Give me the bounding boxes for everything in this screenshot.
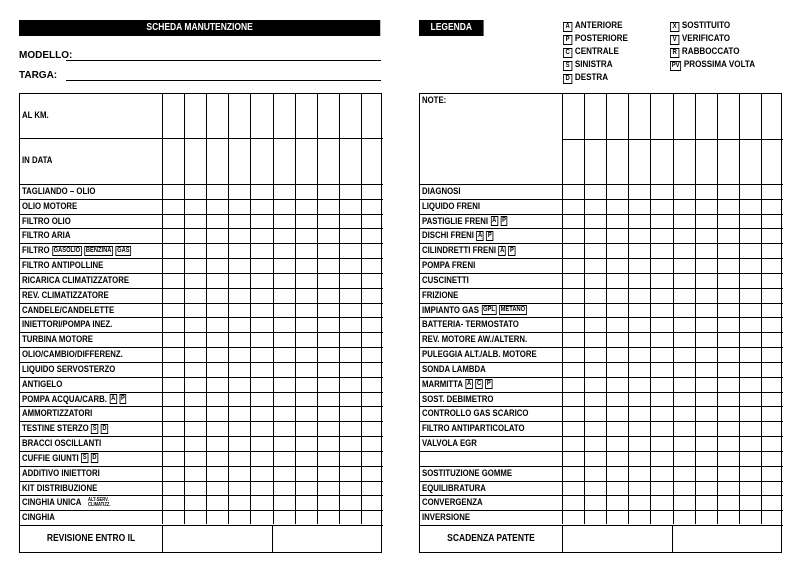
right-row-pompa-freni: [420, 259, 783, 274]
right-row-label: [422, 423, 525, 434]
row-label-text: KIT DISTRIBUZIONE: [22, 482, 98, 494]
row-label-text: CUSCINETTI: [422, 274, 469, 286]
right-row-label: [422, 497, 483, 508]
option-box-p[interactable]: P: [120, 395, 125, 403]
targa-field[interactable]: [66, 80, 381, 81]
right-row-label: [422, 349, 537, 360]
left-header-label: IN DATA: [22, 155, 53, 166]
legend-item-verificato: [670, 33, 755, 46]
legend-text: RABBOCCATO: [681, 46, 740, 57]
right-row-sost-debimetro: [420, 393, 783, 408]
option-box-a[interactable]: A: [500, 246, 505, 254]
left-row-iniettori-pompa-inez: [20, 318, 383, 333]
modello-field[interactable]: [66, 60, 381, 61]
row-label-text: VALVOLA EGR: [422, 438, 477, 450]
legend-item-destra: [563, 72, 628, 85]
left-row-label: [22, 394, 126, 405]
left-row-candele-candelette: [20, 304, 383, 319]
column-divider: [628, 94, 629, 524]
column-divider: [761, 94, 762, 524]
left-row-label: [22, 349, 123, 360]
row-label-text: LIQUIDO FRENI: [422, 200, 481, 212]
legend-item-rabboccato: [670, 46, 755, 59]
right-row-label: [422, 379, 492, 390]
option-box-a[interactable]: A: [467, 380, 472, 388]
option-box-a[interactable]: A: [478, 231, 483, 239]
row-label-text: AMMORTIZZATORI: [22, 408, 93, 420]
right-row-label: [422, 334, 527, 345]
row-label-text: OLIO MOTORE: [22, 200, 78, 212]
left-row-cinghia: [20, 511, 383, 526]
right-row-label: [422, 290, 458, 301]
row-label-text: MARMITTA: [422, 378, 463, 390]
legend-key-box: P: [563, 35, 572, 45]
legend-item-anteriore: [563, 20, 628, 33]
right-row-dischi-freni: [420, 229, 783, 244]
row-label-text: CUFFIE GIUNTI: [22, 452, 79, 464]
right-row-rev-motore-aw-altern: [420, 333, 783, 348]
right-row-sonda-lambda: [420, 363, 783, 378]
right-row-controllo-gas-scarico: [420, 407, 783, 422]
legend-text: SOSTITUITO: [681, 20, 731, 31]
left-row-turbina-motore: [20, 333, 383, 348]
legend-item-sostituito: [670, 20, 755, 33]
option-box-gpl[interactable]: GPL: [483, 306, 495, 314]
row-label-text: CINGHIA UNICA: [22, 497, 82, 509]
right-row-frizione: [420, 289, 783, 304]
left-row-label: [22, 438, 101, 449]
legend-item-centrale: [563, 46, 628, 59]
left-row-label: [22, 497, 110, 508]
row-label-text: BRACCI OSCILLANTI: [22, 438, 102, 450]
row-label-text: INVERSIONE: [422, 512, 471, 524]
left-row-label: [22, 319, 112, 330]
column-divider: [295, 94, 296, 524]
left-row-label: [22, 423, 108, 434]
row-label-text: SOSTITUZIONE GOMME: [422, 467, 513, 479]
right-row-label: [422, 201, 480, 212]
left-row-label: [22, 216, 71, 227]
left-title-bar: [19, 20, 380, 36]
legend-item-posteriore: [563, 33, 628, 46]
column-divider: [650, 94, 651, 524]
modello-label: MODELLO:: [19, 50, 73, 61]
right-row-cilindretti-freni: [420, 244, 783, 259]
row-label-text: CONTROLLO GAS SCARICO: [422, 408, 529, 420]
left-row-additivo-iniettori: [20, 467, 383, 482]
option-box-a[interactable]: A: [111, 395, 116, 403]
option-box-d[interactable]: D: [102, 424, 107, 432]
left-row-label: [22, 468, 100, 479]
column-divider: [273, 94, 274, 524]
row-label-text: INIETTORI/POMPA INEZ.: [22, 319, 113, 331]
right-row-inversione: [420, 511, 783, 526]
row-label-text: CINGHIA: [22, 512, 55, 524]
legend-key-box: V: [670, 35, 679, 45]
right-row-convergenza: [420, 496, 783, 511]
legend-title: LEGENDA: [430, 22, 473, 33]
right-row-label: [422, 468, 512, 479]
column-divider: [606, 94, 607, 524]
row-label-text: SOST. DEBIMETRO: [422, 393, 494, 405]
right-row-marmitta: [420, 378, 783, 393]
right-row-label: [422, 438, 477, 449]
right-row-impianto-gas: [420, 304, 783, 319]
row-label-text: RICARICA CLIMATIZZATORE: [22, 274, 130, 286]
belt-type-note-line: ALT-SERV.: [87, 496, 109, 503]
row-label-text: ADDITIVO INIETTORI: [22, 467, 100, 479]
column-divider: [673, 94, 674, 524]
column-divider: [739, 94, 740, 524]
left-row-cuffie-giunti: [20, 452, 383, 467]
row-label-text: FILTRO ARIA: [22, 230, 71, 242]
left-row-kit-distribuzione: [20, 482, 383, 497]
left-header-row: [20, 94, 383, 139]
option-box-s[interactable]: S: [82, 454, 87, 462]
column-divider: [695, 94, 696, 524]
left-row-label: [22, 379, 62, 390]
left-row-label: [22, 483, 97, 494]
legend-key-box: S: [563, 61, 572, 71]
legend-text: VERIFICATO: [681, 33, 731, 44]
right-row-blank: [420, 452, 783, 467]
column-divider: [717, 94, 718, 524]
option-box-a[interactable]: A: [492, 217, 497, 225]
legend-text: POSTERIORE: [574, 33, 628, 44]
legend-key-box: PV: [671, 62, 680, 69]
belt-type-note: [88, 498, 110, 508]
legend-title-bar: [419, 20, 484, 36]
row-label-text: FILTRO OLIO: [22, 215, 71, 227]
row-label-text: PULEGGIA ALT./ALB. MOTORE: [422, 349, 537, 361]
left-row-label: [22, 186, 95, 197]
option-box-p[interactable]: P: [486, 380, 491, 388]
right-row-label: [422, 319, 519, 330]
legend-item-prossima-volta: [670, 59, 755, 72]
left-row-filtro-antipolline: [20, 259, 383, 274]
left-row-label: [22, 305, 114, 316]
row-label-text: IMPIANTO GAS: [422, 304, 479, 316]
column-divider: [562, 94, 563, 524]
legend-text: SINISTRA: [574, 59, 613, 70]
left-title: SCHEDA MANUTENZIONE: [146, 22, 253, 33]
legend-key-box: X: [670, 22, 679, 32]
option-box-metano[interactable]: METANO: [500, 306, 526, 314]
option-box-p[interactable]: P: [487, 231, 492, 239]
left-row-ammortizzatori: [20, 407, 383, 422]
left-row-antigelo: [20, 378, 383, 393]
row-label-text: OLIO/CAMBIO/DIFFERENZ.: [22, 349, 123, 361]
left-footer-input[interactable]: [272, 526, 381, 552]
option-box-benzina[interactable]: BENZINA: [85, 246, 112, 254]
right-row-label: [422, 275, 469, 286]
row-label-text: TURBINA MOTORE: [22, 334, 93, 346]
right-row-valvola-egr: [420, 437, 783, 452]
right-footer-input[interactable]: [562, 526, 672, 552]
row-label-text: CONVERGENZA: [422, 497, 483, 509]
row-label-text: CANDELE/CANDELETTE: [22, 304, 115, 316]
right-row-batteria-termostato: [420, 318, 783, 333]
left-row-label: [22, 230, 70, 241]
row-label-text: POMPA FRENI: [422, 260, 476, 272]
legend-key-box: C: [563, 48, 572, 58]
right-row-puleggia-alt-alb-motore: [420, 348, 783, 363]
left-row-label: [22, 334, 93, 345]
right-row-label: [422, 483, 486, 494]
left-row-label: [22, 275, 129, 286]
right-row-sostituzione-gomme: [420, 467, 783, 482]
legend-column-2: [670, 20, 770, 72]
row-label-text: TAGLIANDO – OLIO: [22, 186, 96, 197]
column-divider: [184, 94, 185, 524]
left-row-label: [22, 364, 115, 375]
left-row-ricarica-climatizzatore: [20, 274, 383, 289]
row-label-text: LIQUIDO SERVOSTERZO: [22, 363, 116, 375]
column-divider: [584, 94, 585, 524]
row-label-text: ANTIGELO: [22, 378, 63, 390]
column-divider: [206, 94, 207, 524]
right-row-label: [422, 364, 486, 375]
left-maintenance-table: [19, 93, 382, 553]
option-box-p[interactable]: P: [502, 217, 506, 225]
left-row-bracci-oscillanti: [20, 437, 383, 452]
left-row-label: [22, 201, 77, 212]
left-row-testine-sterzo: [20, 422, 383, 437]
column-divider: [317, 94, 318, 524]
notes-inner-divider: [562, 139, 783, 140]
row-label-text: SONDA LAMBDA: [422, 363, 486, 375]
left-row-label: [22, 512, 55, 523]
left-row-filtro-olio: [20, 215, 383, 230]
row-label-text: TESTINE STERZO: [22, 423, 89, 435]
right-row-cuscinetti: [420, 274, 783, 289]
left-header-row: [20, 139, 383, 185]
right-row-filtro-antiparticolato: [420, 422, 783, 437]
row-label-text: PASTIGLIE FRENI: [422, 215, 489, 227]
right-maintenance-table: [419, 93, 782, 553]
row-label-text: EQUILIBRATURA: [422, 482, 486, 494]
left-row-label: [22, 453, 98, 464]
right-footer-input[interactable]: [672, 526, 781, 552]
right-row-label: [422, 512, 470, 523]
right-row-label: [422, 305, 527, 316]
option-box-p[interactable]: P: [509, 246, 514, 254]
option-box-d[interactable]: D: [92, 454, 97, 462]
left-row-olio-motore: [20, 200, 383, 215]
legend-text: ANTERIORE: [574, 20, 623, 31]
left-footer-input[interactable]: [162, 526, 272, 552]
row-label-text: BATTERIA- TERMOSTATO: [422, 319, 519, 331]
row-label-text: REV. CLIMATIZZATORE: [22, 289, 109, 301]
right-row-pastiglie-freni: [420, 215, 783, 230]
left-row-tagliando-olio: [20, 185, 383, 200]
left-footer-label: REVISIONE ENTRO IL: [46, 533, 136, 544]
row-label-text: POMPA ACQUA/CARB.: [22, 393, 107, 405]
row-label-text: FRIZIONE: [422, 289, 459, 301]
targa-label: TARGA:: [19, 70, 58, 81]
row-label-text: DIAGNOSI: [422, 186, 461, 197]
column-divider: [361, 94, 362, 524]
legend-text: DESTRA: [574, 72, 609, 83]
legend-column-1: [563, 20, 639, 85]
legend-item-sinistra: [563, 59, 628, 72]
legend-text: PROSSIMA VOLTA: [683, 59, 756, 70]
column-divider: [228, 94, 229, 524]
legend-text: CENTRALE: [574, 46, 619, 57]
left-row-olio-cambio-differenz: [20, 348, 383, 363]
right-row-label: [422, 408, 528, 419]
right-header-label: NOTE:: [422, 95, 447, 106]
row-label-text: FILTRO: [22, 245, 50, 257]
left-row-filtro: [20, 244, 383, 259]
column-divider: [162, 94, 163, 524]
right-row-liquido-freni: [420, 200, 783, 215]
right-footer-label: SCADENZA PATENTE: [447, 533, 535, 544]
option-box-gas[interactable]: GAS: [117, 246, 130, 254]
belt-type-note-line: CLIMATIZZ.: [87, 501, 111, 508]
left-row-label: [22, 290, 109, 301]
left-row-rev-climatizzatore: [20, 289, 383, 304]
row-label-text: CILINDRETTI FRENI: [422, 245, 497, 257]
option-box-c[interactable]: C: [476, 380, 482, 388]
column-divider: [339, 94, 340, 524]
legend-key-box: R: [670, 48, 679, 58]
left-row-cinghia-unica: [20, 496, 383, 511]
row-label-text: DISCHI FRENI: [422, 230, 474, 242]
row-label-text: FILTRO ANTIPARTICOLATO: [422, 423, 525, 435]
right-row-label: [422, 245, 515, 256]
legend-key-box: A: [563, 22, 572, 32]
right-row-equilibratura: [420, 482, 783, 497]
left-row-label: [22, 260, 103, 271]
right-row-label: [422, 394, 493, 405]
left-row-liquido-servosterzo: [20, 363, 383, 378]
left-row-pompa-acqua-carb: [20, 393, 383, 408]
right-row-diagnosi: [420, 185, 783, 200]
left-row-filtro-aria: [20, 229, 383, 244]
left-row-label: [22, 245, 131, 256]
legend-key-box: D: [563, 74, 572, 84]
row-label-text: FILTRO ANTIPOLLINE: [22, 260, 104, 272]
left-header-label: AL KM.: [22, 110, 49, 121]
left-row-label: [22, 408, 92, 419]
option-box-gasolio[interactable]: GASOLIO: [53, 246, 81, 254]
right-row-label: [422, 230, 493, 241]
right-row-label: [422, 186, 461, 197]
row-label-text: REV. MOTORE AW./ALTERN.: [422, 334, 528, 346]
option-box-s[interactable]: S: [92, 424, 97, 432]
right-row-label: [422, 216, 508, 227]
right-row-label: [422, 260, 475, 271]
column-divider: [250, 94, 251, 524]
